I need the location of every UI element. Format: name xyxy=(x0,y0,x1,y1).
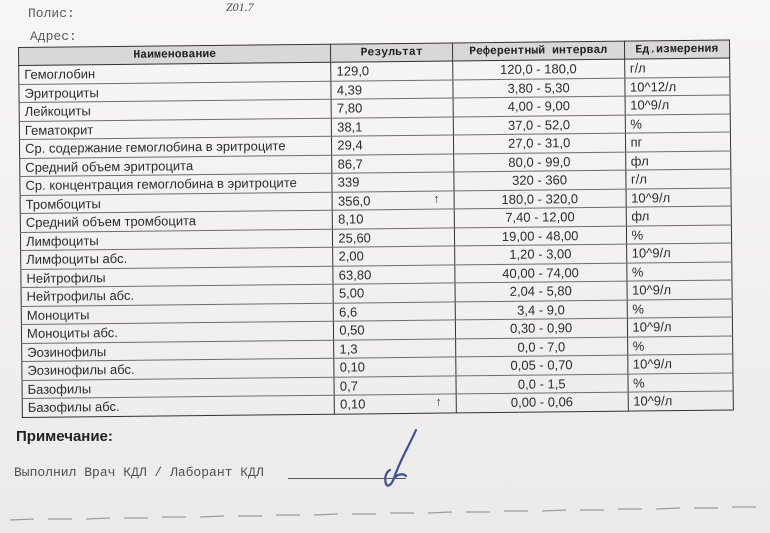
reference-range-cell-text: 180,0 - 320,0 xyxy=(501,190,579,207)
unit-cell xyxy=(625,151,731,171)
reference-range-cell xyxy=(455,318,627,338)
address-label: Адрес: xyxy=(30,29,77,44)
reference-range-cell-text: 37,0 - 52,0 xyxy=(507,116,571,133)
unit-cell-text: 10^9/л xyxy=(632,319,672,335)
result-cell xyxy=(333,209,455,229)
result-cell-text: 356,0 xyxy=(337,193,371,209)
test-name-cell-text: Эозинофилы абс. xyxy=(27,362,135,379)
test-name-cell-text: Базофилы xyxy=(27,381,92,397)
reference-range-cell xyxy=(454,207,626,227)
unit-cell-text: 10^9/л xyxy=(631,189,671,206)
column-header-reference: Референтный интервал xyxy=(452,41,624,61)
reference-range-cell xyxy=(455,300,627,320)
result-cell-text: 29,4 xyxy=(337,137,363,153)
unit-cell-text: г/л xyxy=(630,171,647,187)
test-name-cell xyxy=(22,395,334,417)
test-name-cell-text: Нейтрофилы абс. xyxy=(26,288,135,305)
reference-range-cell xyxy=(453,96,625,116)
result-cell-text: 0,10 xyxy=(339,396,366,412)
result-cell-text: 63,80 xyxy=(338,267,372,283)
reference-range-cell xyxy=(456,374,628,394)
test-name-cell-text: Моноциты абс. xyxy=(26,325,118,342)
unit-cell xyxy=(627,354,733,374)
reference-range-cell xyxy=(453,78,625,98)
result-cell xyxy=(331,79,453,99)
reference-range-cell-text: 7,40 - 12,00 xyxy=(505,209,575,226)
reference-range-cell-text: 3,80 - 5,30 xyxy=(507,79,570,96)
unit-cell-text: % xyxy=(632,338,645,354)
reference-range-cell-text: 19,00 - 48,00 xyxy=(501,227,579,244)
result-cell xyxy=(332,153,454,173)
unit-cell-text: % xyxy=(633,375,645,391)
test-name-cell-text: Средний объем тромбоцита xyxy=(25,213,197,231)
reference-range-cell-text: 2,04 - 5,80 xyxy=(509,283,572,300)
reference-range-cell-text: 27,0 - 31,0 xyxy=(508,135,571,152)
reference-range-cell xyxy=(453,152,625,172)
unit-cell-text: % xyxy=(630,116,643,132)
result-cell xyxy=(332,135,454,155)
unit-cell xyxy=(627,373,733,393)
reference-range-cell xyxy=(454,189,626,209)
reference-range-cell-text: 320 - 360 xyxy=(512,172,568,189)
unit-cell-text: % xyxy=(631,227,644,243)
column-header-unit: Ед.измерения xyxy=(624,40,730,59)
unit-cell xyxy=(627,299,733,319)
result-cell xyxy=(334,394,456,414)
reference-range-cell-text: 0,0 - 7,0 xyxy=(517,339,566,355)
performed-by-label: Выполнил Врач КДЛ / Лаборант КДЛ xyxy=(14,465,264,480)
result-cell-text: 0,50 xyxy=(339,322,365,338)
result-cell-text: 7,80 xyxy=(336,100,363,116)
reference-range-cell xyxy=(456,392,628,412)
test-name-cell-text: Моноциты xyxy=(26,307,90,323)
result-cell xyxy=(332,172,454,192)
unit-cell xyxy=(625,95,731,115)
result-cell-text: 6,6 xyxy=(339,304,358,320)
result-cell xyxy=(333,227,455,247)
diagnosis-code: Z01.7 xyxy=(226,0,254,14)
unit-cell xyxy=(626,243,732,263)
reference-range-cell xyxy=(455,337,627,357)
unit-cell-text: % xyxy=(632,301,644,317)
result-cell-text: 0,7 xyxy=(339,378,359,394)
test-name-cell-text: Тромбоциты xyxy=(25,195,101,212)
column-header-result: Результат xyxy=(331,43,453,62)
result-cell xyxy=(331,61,453,81)
unit-cell-text: 10^9/л xyxy=(633,393,673,409)
result-cell xyxy=(334,375,456,395)
results-table xyxy=(18,40,734,418)
result-cell-text: 25,60 xyxy=(338,230,371,246)
unit-cell-text: г/л xyxy=(629,60,646,76)
unit-cell xyxy=(627,336,733,356)
unit-cell-text: 10^9/л xyxy=(632,356,672,372)
test-name-cell-text: Средний объем эритроцита xyxy=(25,157,194,175)
unit-cell-text: фл xyxy=(631,208,650,224)
up-arrow-icon: ↑ xyxy=(435,394,442,409)
reference-range-cell-text: 0,30 - 0,90 xyxy=(509,320,573,337)
result-cell xyxy=(333,283,455,303)
result-cell xyxy=(333,246,455,266)
unit-cell xyxy=(624,77,730,97)
reference-range-cell-text: 0,05 - 0,70 xyxy=(510,357,573,374)
result-cell-text: 1,3 xyxy=(339,341,358,357)
unit-cell-text: фл xyxy=(630,153,649,169)
unit-cell-text: пг xyxy=(630,134,643,150)
results-body xyxy=(19,58,734,417)
reference-range-cell xyxy=(456,355,628,375)
reference-range-cell xyxy=(453,133,625,153)
reference-range-cell-text: 3,4 - 9,0 xyxy=(517,302,565,318)
reference-range-cell-text: 0,00 - 0,06 xyxy=(510,394,574,411)
reference-range-cell xyxy=(452,59,624,79)
unit-cell-text: % xyxy=(631,264,644,280)
unit-cell xyxy=(626,188,732,208)
dashed-separator xyxy=(10,502,770,532)
reference-range-cell-text: 40,00 - 74,00 xyxy=(502,264,579,281)
test-name-cell-text: Эозинофилы xyxy=(27,343,107,360)
test-name-cell-text: Ср. содержание гемоглобина в эритроците xyxy=(24,138,286,157)
result-cell-text: 5,00 xyxy=(338,285,365,301)
test-name-cell-text: Эритроциты xyxy=(24,84,99,101)
result-cell-text: 2,00 xyxy=(338,248,364,264)
result-cell xyxy=(334,320,456,340)
note-label: Примечание: xyxy=(16,428,113,445)
result-cell-text: 38,1 xyxy=(337,119,363,135)
unit-cell xyxy=(628,391,734,411)
unit-cell-text: 10^12/л xyxy=(629,78,677,95)
reference-range-cell xyxy=(454,226,626,246)
test-name-cell-text: Лимфоциты xyxy=(25,232,99,249)
result-cell xyxy=(334,301,456,321)
unit-cell-text: 10^9/л xyxy=(632,282,672,298)
reference-range-cell xyxy=(454,170,626,190)
test-name-cell-text: Гемоглобин xyxy=(24,66,96,83)
unit-cell xyxy=(626,206,732,226)
reference-range-cell-text: 80,0 - 99,0 xyxy=(508,153,571,170)
unit-cell xyxy=(625,132,731,152)
unit-cell-text: 10^9/л xyxy=(630,97,670,113)
result-cell xyxy=(333,264,455,284)
signature-icon xyxy=(370,426,430,492)
result-cell-text: 8,10 xyxy=(338,211,364,227)
test-name-cell-text: Лейкоциты xyxy=(24,103,91,120)
reference-range-cell xyxy=(453,115,625,135)
unit-cell xyxy=(625,114,731,134)
reference-range-cell-text: 120,0 - 180,0 xyxy=(500,61,577,78)
up-arrow-icon: ↑ xyxy=(433,191,440,206)
reference-range-cell-text: 0,0 - 1,5 xyxy=(517,376,566,392)
result-cell-text: 4,39 xyxy=(336,82,363,98)
test-name-cell-text: Ср. концентрация гемоглобина в эритроците xyxy=(25,175,297,194)
unit-cell xyxy=(626,225,732,245)
reference-range-cell-text: 4,00 - 9,00 xyxy=(507,98,570,115)
unit-cell-text: 10^9/л xyxy=(631,245,671,261)
result-cell xyxy=(331,98,453,118)
test-name-cell-text: Гематокрит xyxy=(24,121,94,138)
unit-cell xyxy=(625,169,731,189)
result-cell-text: 129,0 xyxy=(336,63,370,79)
unit-cell xyxy=(624,58,730,78)
policy-label: Полис: xyxy=(28,6,75,21)
result-cell-text: 0,10 xyxy=(339,359,366,375)
reference-range-cell xyxy=(455,263,627,283)
reference-range-cell xyxy=(455,281,627,301)
reference-range-cell xyxy=(454,244,626,264)
test-name-cell-text: Нейтрофилы xyxy=(26,269,106,286)
column-header-name: Наименование xyxy=(19,44,331,65)
unit-cell xyxy=(627,280,733,300)
result-cell xyxy=(332,116,454,136)
unit-cell xyxy=(626,262,732,282)
result-cell-text: 86,7 xyxy=(337,156,363,172)
reference-range-cell-text: 1,20 - 3,00 xyxy=(509,246,572,263)
unit-cell xyxy=(627,317,733,337)
test-name-cell-text: Лимфоциты абс. xyxy=(26,251,128,268)
result-cell xyxy=(334,338,456,358)
result-cell xyxy=(332,190,454,210)
result-cell-text: 339 xyxy=(337,174,360,190)
test-name-cell-text: Базофилы абс. xyxy=(27,399,120,416)
result-cell xyxy=(334,357,456,377)
